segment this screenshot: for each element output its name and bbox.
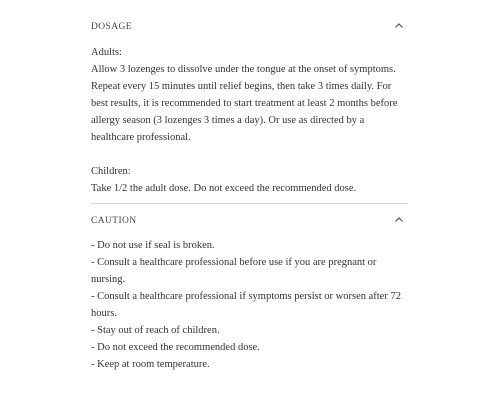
caution-title: CAUTION — [91, 216, 137, 226]
chevron-up-icon[interactable] — [392, 213, 406, 227]
section-divider — [91, 203, 408, 204]
caution-item: - Stay out of reach of children. — [91, 325, 220, 336]
caution-accordion-header[interactable] — [91, 210, 408, 230]
dosage-accordion-header[interactable] — [91, 16, 408, 36]
caution-item: - Consult a healthcare professional before use if you are pregnant or nursing. — [91, 257, 377, 285]
children-heading: Children: — [91, 166, 131, 177]
caution-section — [91, 210, 408, 373]
chevron-up-icon[interactable] — [392, 19, 406, 33]
children-instructions: Take 1/2 the adult dose. Do not exceed the recommended dose. — [91, 183, 357, 194]
caution-content — [91, 237, 408, 373]
caution-item: - Do not exceed the recommended dose. — [91, 342, 260, 353]
dosage-content — [91, 44, 408, 197]
adults-heading: Adults: — [91, 47, 122, 58]
dosage-title: DOSAGE — [91, 22, 132, 32]
caution-item: - Keep at room temperature. — [91, 359, 210, 370]
dosage-section — [91, 16, 408, 197]
caution-item: - Do not use if seal is broken. — [91, 240, 215, 251]
adults-instructions: Allow 3 lozenges to dissolve under the tongue at the onset of symptoms. Repeat every 15 minutes until relief begins, then take 3 times daily. For best results, it is recommended to start treatment at least 2 months before allergy season (3 lozenges 3 times a day). Or use as directed by a healthcare professional. — [91, 64, 398, 143]
caution-list — [91, 237, 408, 373]
caution-item: - Consult a healthcare professional if symptoms persist or worsen after 72 hours. — [91, 291, 401, 319]
